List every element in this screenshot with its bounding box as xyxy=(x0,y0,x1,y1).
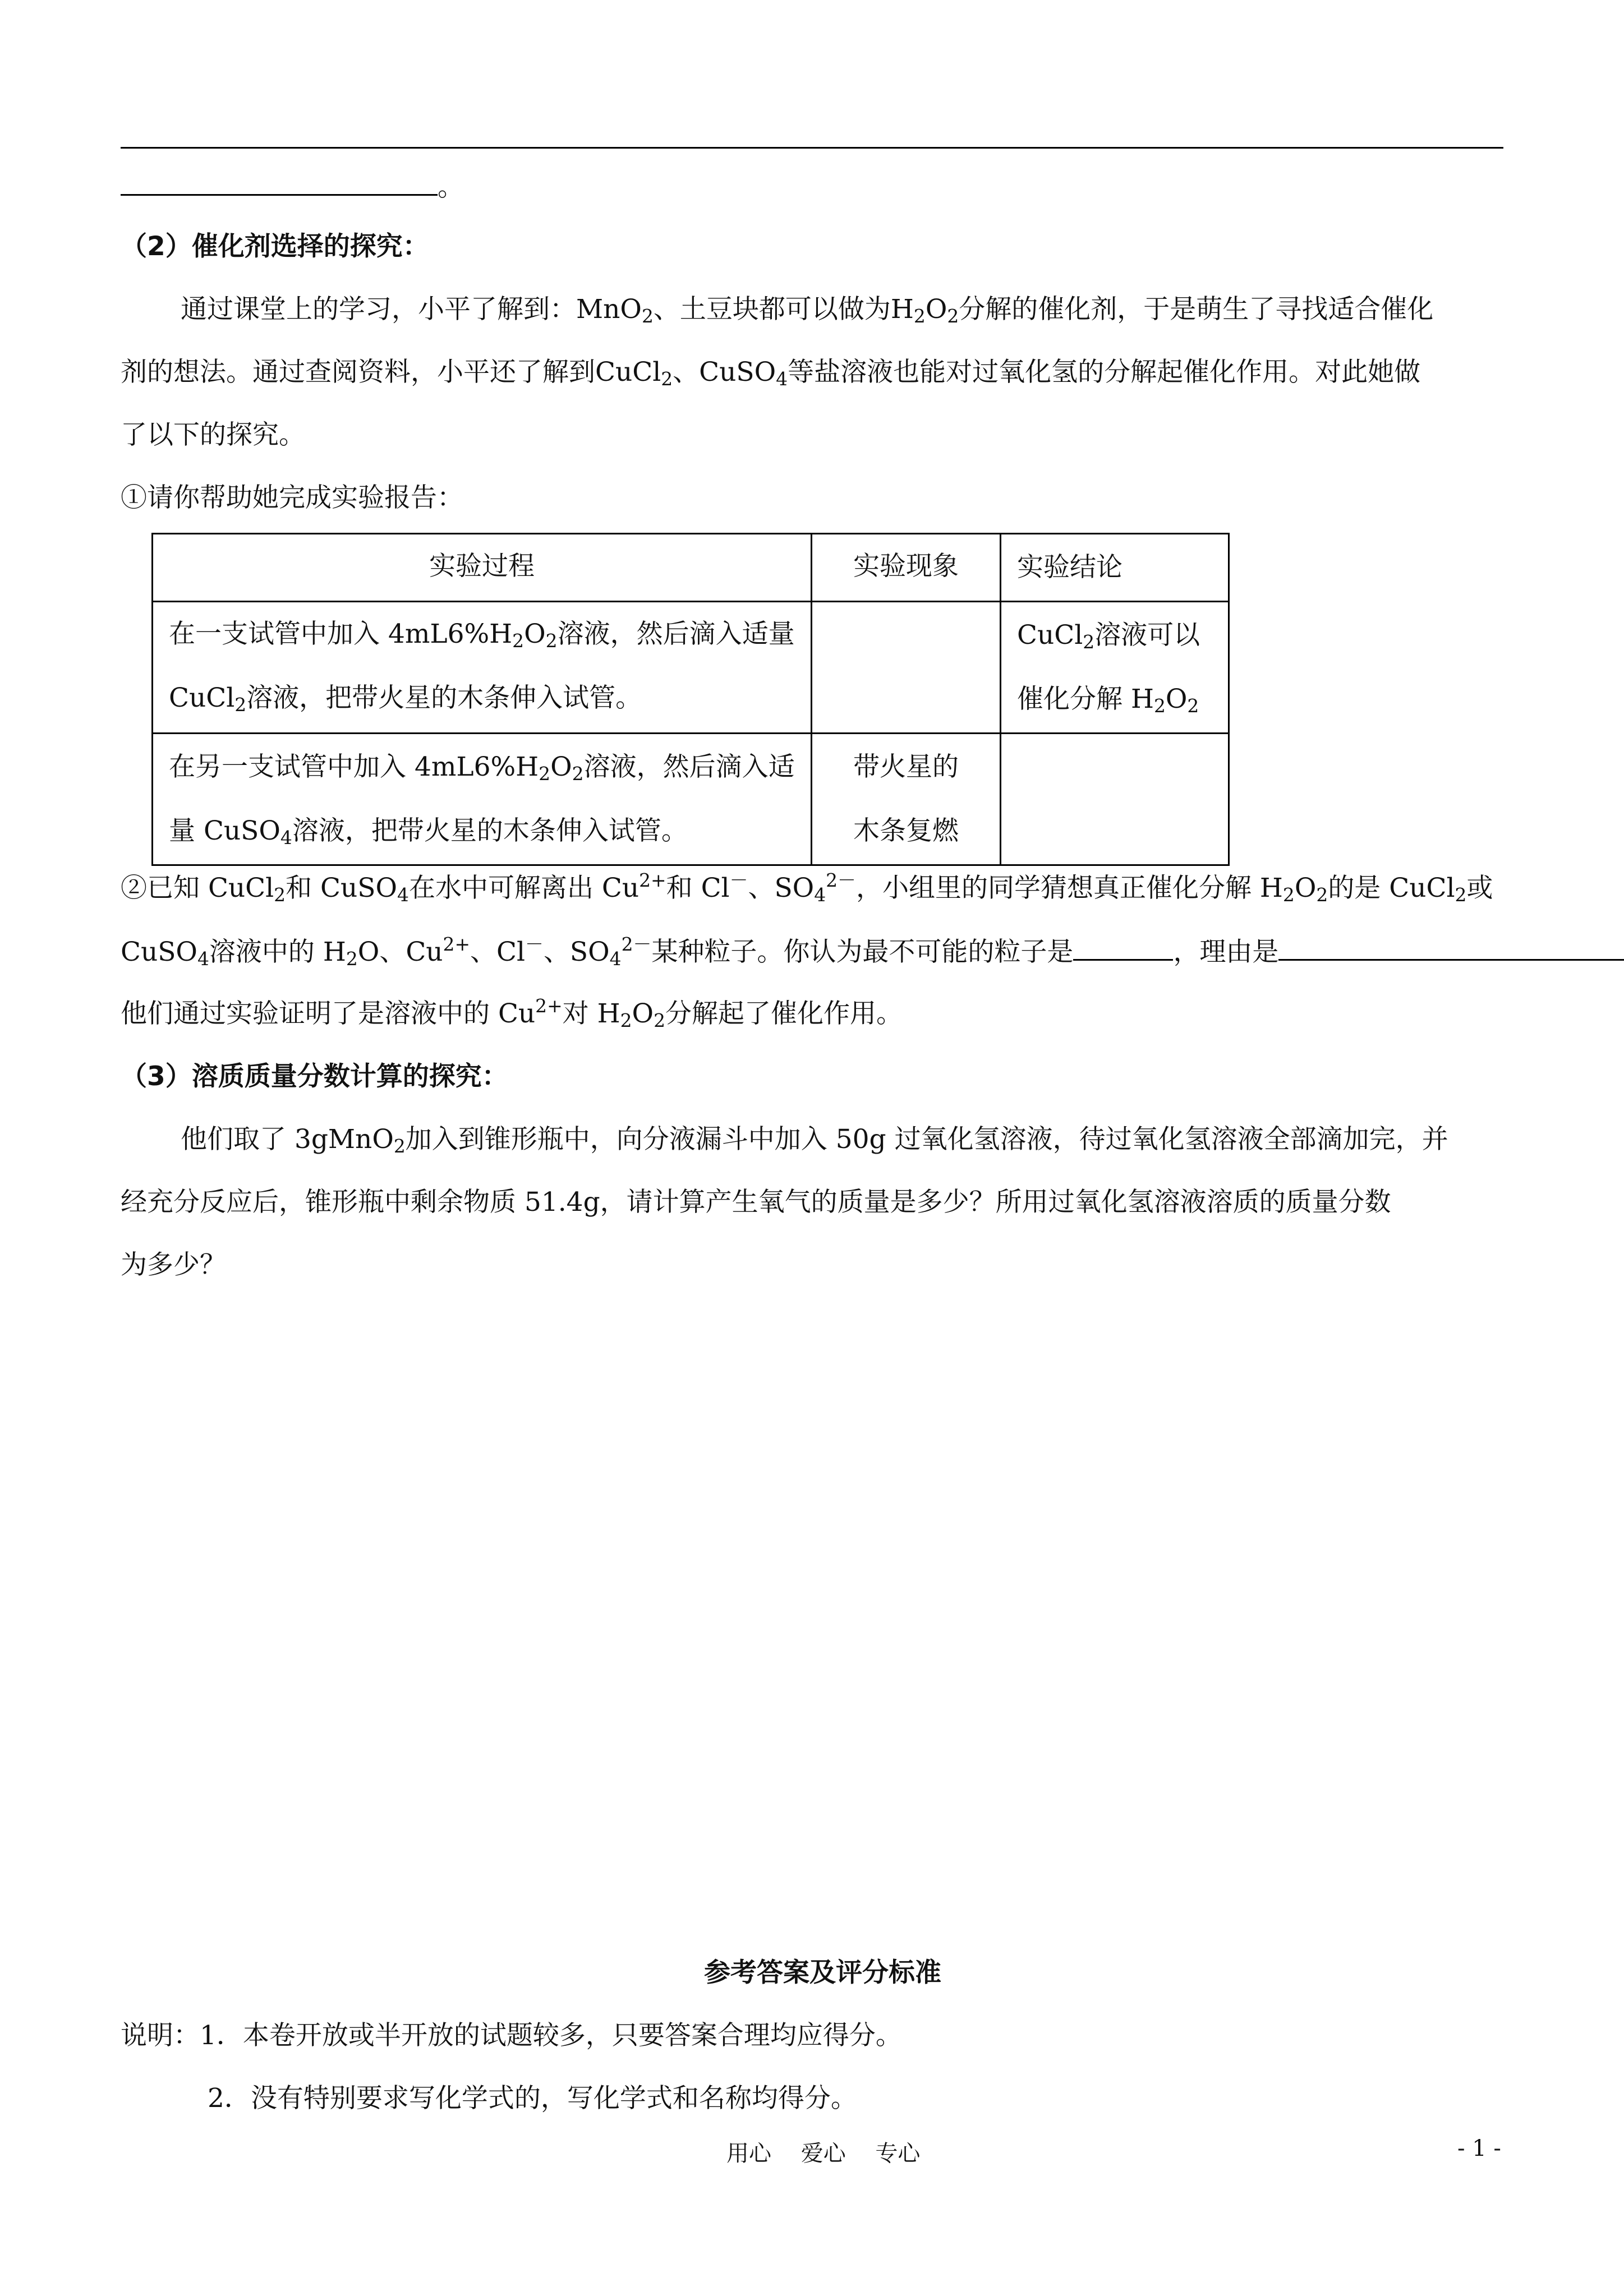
section3-line3: 为多少？ xyxy=(121,1250,226,1280)
page-number: - 1 - xyxy=(1457,2136,1501,2161)
answers-note2: 2．没有特别要求写化学式的，写化学式和名称均得分。 xyxy=(208,2083,857,2114)
table-header-row xyxy=(153,534,1229,602)
section2-title: （2）催化剂选择的探究： xyxy=(121,231,429,262)
row2-phenomenon: 带火星的 木条复燃 xyxy=(812,734,1001,865)
section3-line2: 经充分反应后，锥形瓶中剩余物质 51.4g，请计算产生氧气的质量是多少？所用过氧化氢溶液溶质的质量分数 xyxy=(121,1187,1391,1218)
row1-phenomenon-blank[interactable] xyxy=(812,602,1001,734)
header-conclusion: 实验结论 xyxy=(1001,534,1229,602)
section3-line1: 他们取了 3gMnO$_2$加入到锥形瓶中，向分液漏斗中加入 50g 过氧化氢溶液，待过氧化氢溶液全部滴加完，并 xyxy=(181,1124,1448,1158)
item2-line2: CuSO$_4$溶液中的 $H_2O$、$Cu^{2+}$、Cl－、$SO_4^{2-}$某种粒子。你认为最不可能的粒子是 ，理由是 xyxy=(121,934,1624,969)
row1-conclusion: CuCl$_2$溶液可以 催化分解 $H_2O_2$ xyxy=(1001,602,1229,734)
item2-line3: 他们通过实验证明了是溶液中的 $Cu^{2+}$对 $H_2O_2$分解起了催化作用。 xyxy=(121,994,903,1032)
table-row xyxy=(153,734,1229,865)
answer-blank-line: 。 xyxy=(121,169,464,204)
row1-process: 在一支试管中加入 $4mL6\%H_2O_2$溶液，然后滴入适量 CuCl$_2$溶液，把带火星的木条伸入试管。 xyxy=(153,602,812,734)
header-process: 实验过程 xyxy=(153,534,812,602)
footer-motto: 用心 爱心 专心 xyxy=(726,2141,921,2166)
row2-process: 在另一支试管中加入 $4mL6\%H_2O_2$溶液，然后滴入适 量 CuSO$_4$溶液，把带火星的木条伸入试管。 xyxy=(153,734,812,865)
section2-para-line2: 剂的想法。通过查阅资料，小平还了解到CuCl$_2$、CuSO$_4$等盐溶液也能对过氧化氢的分解起催化作用。对此她做 xyxy=(121,357,1421,390)
particle-answer-blank[interactable] xyxy=(1073,934,1173,961)
answers-title: 参考答案及评分标准 xyxy=(704,1957,941,1988)
section2-para-line1: 通过课堂上的学习，小平了解到：MnO$_2$、土豆块都可以做为$H_2O_2$分解的催化剂，于是萌生了寻找适合催化 xyxy=(181,294,1434,328)
answers-note1: 说明：1．本卷开放或半开放的试题较多，只要答案合理均应得分。 xyxy=(121,2020,902,2051)
section3-title: （3）溶质质量分数计算的探究： xyxy=(121,1061,508,1092)
answer-blank xyxy=(121,169,438,196)
section2-para-line3: 了以下的探究。 xyxy=(121,419,305,450)
header-rule xyxy=(121,147,1503,149)
row2-conclusion-blank[interactable] xyxy=(1001,734,1229,865)
header-phenomenon: 实验现象 xyxy=(812,534,1001,602)
table-row xyxy=(153,602,1229,734)
experiment-report-table xyxy=(151,533,1230,866)
item2-line1: ②已知 CuCl$_2$和 CuSO$_4$在水中可解离出 $Cu^{2+}$和 Cl－、$SO_4^{2-}$，小组里的同学猜想真正催化分解 $H_2O_2$的是 CuCl$_2$或 xyxy=(121,869,1493,906)
item1-instruction: ①请你帮助她完成实验报告： xyxy=(121,482,463,513)
reason-answer-blank[interactable] xyxy=(1278,934,1624,961)
